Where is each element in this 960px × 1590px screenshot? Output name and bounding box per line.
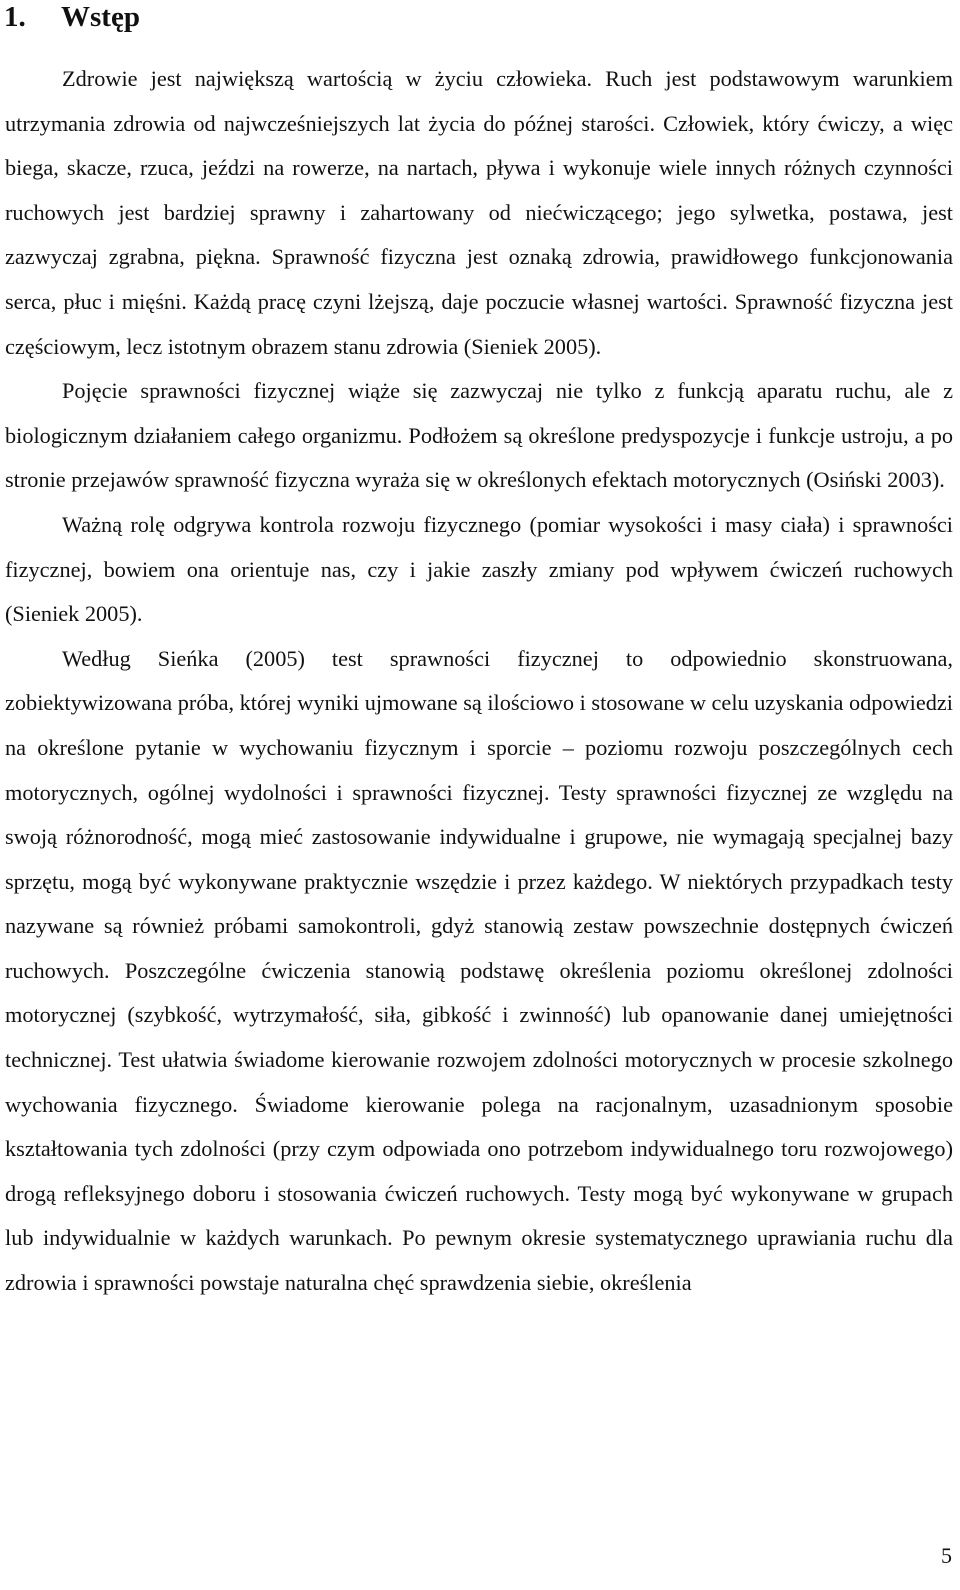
paragraph-1: Zdrowie jest największą wartością w życiu człowieka. Ruch jest podstawowym warunkiem utrzymania zdrowia od najwcześniejszych lat życia do późnej starości. Człowiek, który ćwiczy, a więc biega, skacze, rzuca, jeździ na rowerze, na nartach, pływa i wykonuje wiele innych różnych czynności ruchowych jest bardziej sprawny i zahartowany od niećwiczącego; jego sylwetka, postawa, jest zazwyczaj zgrabna, piękna. Sprawność fizyczna jest oznaką zdrowia, prawidłowego funkcjonowania serca, płuc i mięśni. Każdą pracę czyni lżejszą, daje poczucie własnej wartości. Sprawność fizyczna jest częściowym, lecz istotnym obrazem stanu zdrowia (Sieniek 2005). [5,66,953,359]
section-title: Wstęp [61,1,140,33]
paragraph-3: Ważną rolę odgrywa kontrola rozwoju fizycznego (pomiar wysokości i masy ciała) i sprawności fizycznej, bowiem ona orientuje nas, czy i jakie zaszły zmiany pod wpływem ćwiczeń ruchowych (Sieniek 2005). [5,511,953,627]
document-body [5,57,953,1306]
page-number: 5 [941,1543,952,1568]
section-number: 1. [4,1,26,33]
section-heading [4,0,140,34]
paragraph-4: Według Sieńka (2005) test sprawności fizycznej to odpowiednio skonstruowana, zobiektywizowana próba, której wyniki ujmowane są ilościowo i stosowane w celu uzyskania odpowiedzi na określone pytanie w wychowaniu fizycznym i sporcie – poziomu rozwoju poszczególnych cech motorycznych, ogólnej wydolności i sprawności fizycznej. Testy sprawności fizycznej ze względu na swoją różnorodność, mogą mieć zastosowanie indywidualne i grupowe, nie wymagają specjalnej bazy sprzętu, mogą być wykonywane praktycznie wszędzie i przez każdego. W niektórych przypadkach testy nazywane są również próbami samokontroli, gdyż stanowią zestaw powszechnie dostępnych ćwiczeń ruchowych. Poszczególne ćwiczenia stanowią podstawę określenia poziomu określonej zdolności motorycznej (szybkość, wytrzymałość, siła, gibkość i zwinność) lub opanowanie danej umiejętności technicznej. Test ułatwia świadome kierowanie rozwojem zdolności motorycznych w procesie szkolnego wychowania fizycznego. Świadome kierowanie polega na racjonalnym, uzasadnionym sposobie kształtowania tych zdolności (przy czym odpowiada ono potrzebom indywidualnego toru rozwojowego) drogą refleksyjnego doboru i stosowania ćwiczeń ruchowych. Testy mogą być wykonywane w grupach lub indywidualnie w każdych warunkach. Po pewnym okresie systematycznego uprawiania ruchu dla zdrowia i sprawności powstaje naturalna chęć sprawdzenia siebie, określenia [5,645,953,1296]
paragraph-2: Pojęcie sprawności fizycznej wiąże się zazwyczaj nie tylko z funkcją aparatu ruchu, ale z biologicznym działaniem całego organizmu. Podłożem są określone predyspozycje i funkcje ustroju, a po stronie przejawów sprawność fizyczna wyraża się w określonych efektach motorycznych (Osiński 2003). [5,378,953,493]
